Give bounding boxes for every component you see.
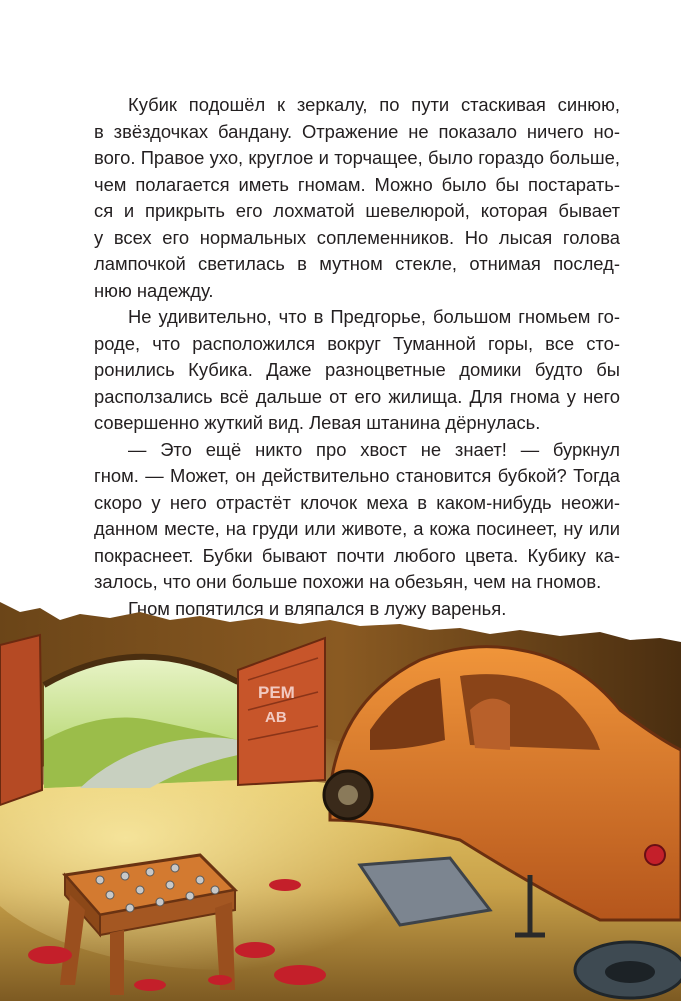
text-line: в звёздочках бандану. Отражение не показало ничего но- bbox=[94, 120, 620, 142]
paragraph-3 bbox=[94, 437, 620, 596]
text-line: Не удивительно, что в Предгорье, большом гномьем го- bbox=[128, 306, 620, 327]
text-line: лампочкой светилась в мутном стекле, отнимая послед- bbox=[94, 253, 620, 274]
car-seat bbox=[470, 699, 510, 750]
story-text bbox=[94, 92, 620, 622]
text-line: вого. Правое ухо, круглое и торчащее, было гораздо больше, bbox=[94, 147, 620, 168]
text-line: залось, что они больше похожи на обезьян, чем на гномов. bbox=[94, 571, 602, 592]
left-door bbox=[0, 635, 42, 805]
text-line: совершенно жуткий вид. Левая штанина дёрнулась. bbox=[94, 412, 541, 433]
door-graffiti-1: РЕМ bbox=[258, 683, 295, 702]
garage-scene bbox=[0, 590, 681, 1001]
text-line: расползались всё дальше от его жилища. Для гнома у него bbox=[94, 385, 620, 407]
garage-illustration bbox=[0, 590, 681, 1001]
text-line: скоро у него отрастёт клочок меха в каком-нибудь неожи- bbox=[94, 491, 620, 513]
text-line: данном месте, на груди или животе, а кожа посинеет, ну или bbox=[94, 518, 620, 539]
text-line: нюю надежду. bbox=[94, 279, 214, 301]
text-line: роде, что расположился вокруг Туманной горы, все сто- bbox=[94, 332, 620, 354]
wheel-hub bbox=[338, 785, 358, 805]
text-line: чем полагается иметь гномам. Можно было бы постарать- bbox=[94, 173, 620, 195]
text-line: Гном попятился и вляпался в лужу варенья. bbox=[128, 597, 507, 619]
text-line: у всех его нормальных соплеменников. Но лысая голова bbox=[94, 226, 620, 248]
paragraph-2 bbox=[94, 304, 620, 437]
text-line: гном. — Может, он действительно становится бубкой? Тогда bbox=[94, 465, 620, 486]
text-line: ся и прикрыть его лохматой шевелюрой, которая бывает bbox=[94, 200, 620, 221]
text-line: Кубик подошёл к зеркалу, по пути стаскивая синюю, bbox=[128, 94, 620, 115]
stool-leg bbox=[110, 930, 124, 995]
text-line: покраснеет. Бубки бывают почти любого цвета. Кубику ка- bbox=[94, 544, 620, 566]
text-line: ронились Кубика. Даже разноцветные домики будто бы bbox=[94, 359, 620, 380]
car-taillight bbox=[645, 845, 665, 865]
door-graffiti-2: АВ bbox=[265, 709, 287, 726]
text-line: — Это ещё никто про хвост не знает! — буркнул bbox=[128, 438, 620, 460]
paragraph-1 bbox=[94, 92, 620, 304]
